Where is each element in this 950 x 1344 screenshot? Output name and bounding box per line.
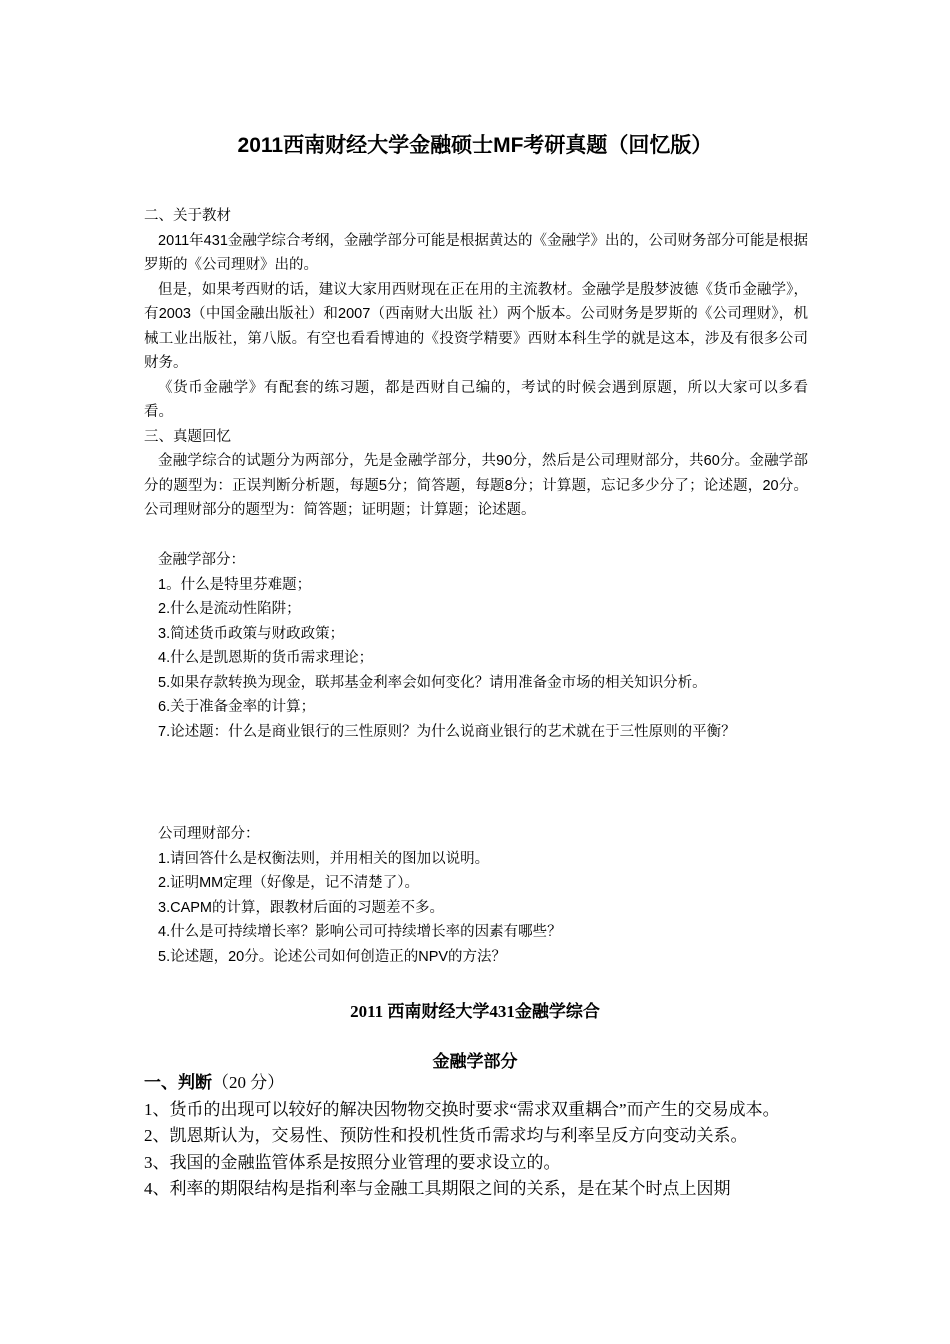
judgement-section [144, 1070, 808, 1203]
list-item: 3、我国的金融监管体系是按照分业管理的要求设立的。 [144, 1152, 561, 1172]
materials-paragraph-2: 但是，如果考西财的话，建议大家用西财现在正在用的主流教材。金融学是殷梦波德《货币金融学》，有2003（中国金融出版社）和2007（西南财大出版 社）两个版本。公司财务是罗斯的《公司理财》，机械工业出版社，第八版。有空也看看博迪的《投资学精要》西财本科生学的就是这本，涉及有很多公司财务。 [144, 281, 808, 371]
materials-paragraph-3: 《货币金融学》有配套的练习题，都是西财自己编的，考试的时候会遇到原题，所以大家可以多看看。 [144, 379, 808, 420]
judgement-heading [144, 1070, 808, 1097]
list-item: 2.证明MM定理（好像是，记不清楚了）。 [158, 875, 419, 891]
list-item: 1、货币的出现可以较好的解决因物物交换时要求“需求双重耦合”而产生的交易成本。 [144, 1099, 780, 1119]
exam-title: 2011 西南财经大学431金融学综合 [350, 1002, 600, 1021]
list-item: 4.什么是凯恩斯的货币需求理论； [158, 650, 374, 666]
list-item: 5.如果存款转换为现金，联邦基金利率会如何变化？请用准备金市场的相关知识分析。 [158, 674, 707, 691]
list-item: 2、凯恩斯认为，交易性、预防性和投机性货币需求均与利率呈反方向变动关系。 [144, 1126, 748, 1145]
list-item: 3.简述货币政策与财政政策； [158, 625, 345, 642]
list-item: 4、利率的期限结构是指利率与金融工具期限之间的关系，是在某个时点上因期 [144, 1179, 731, 1198]
list-item: 3.CAPM的计算，跟教材后面的习题差不多。 [158, 899, 444, 916]
finance-heading: 金融学部分： [158, 552, 245, 568]
materials-section [144, 204, 808, 523]
materials-paragraph-1: 2011年431金融学综合考纲，金融学部分可能是根据黄达的《金融学》出的，公司财务部分可能是根据罗斯的《公司理财》出的。 [144, 232, 808, 273]
corporate-questions [144, 822, 808, 969]
list-item: 1.请回答什么是权衡法则，并用相关的图加以说明。 [158, 850, 490, 867]
judgement-heading-score: （20 分） [212, 1073, 285, 1092]
document-title: 2011西南财经大学金融硕士MF考研真题（回忆版） [237, 134, 713, 157]
list-item: 6.关于准备金率的计算； [158, 699, 316, 715]
materials-heading: 二、关于教材 [144, 208, 231, 224]
list-item: 5.论述题，20分。论述公司如何创造正的NPV的方法？ [158, 948, 507, 965]
recall-heading: 三、真题回忆 [144, 428, 231, 445]
list-item: 4.什么是可持续增长率？影响公司可持续增长率的因素有哪些？ [158, 924, 562, 940]
exam-sub-title: 金融学部分 [432, 1052, 518, 1071]
list-item: 7.论述题：什么是商业银行的三性原则？为什么说商业银行的艺术就在于三性原则的平衡？ [158, 723, 736, 740]
finance-questions [144, 548, 808, 744]
recall-intro: 金融学综合的试题分为两部分，先是金融学部分，共90分，然后是公司理财部分，共60分。金融学部分的题型为：正误判断分析题，每题5分；简答题，每题8分；计算题，忘记多少分了；论述题，20分。公司理财部分的题型为：简答题；证明题；计算题；论述题。 [144, 453, 808, 518]
corporate-heading: 公司理财部分： [158, 826, 260, 842]
list-item: 2.什么是流动性陷阱； [158, 601, 301, 617]
list-item: 1。什么是特里芬难题； [158, 576, 312, 593]
judgement-heading-label: 一、判断 [144, 1073, 212, 1092]
